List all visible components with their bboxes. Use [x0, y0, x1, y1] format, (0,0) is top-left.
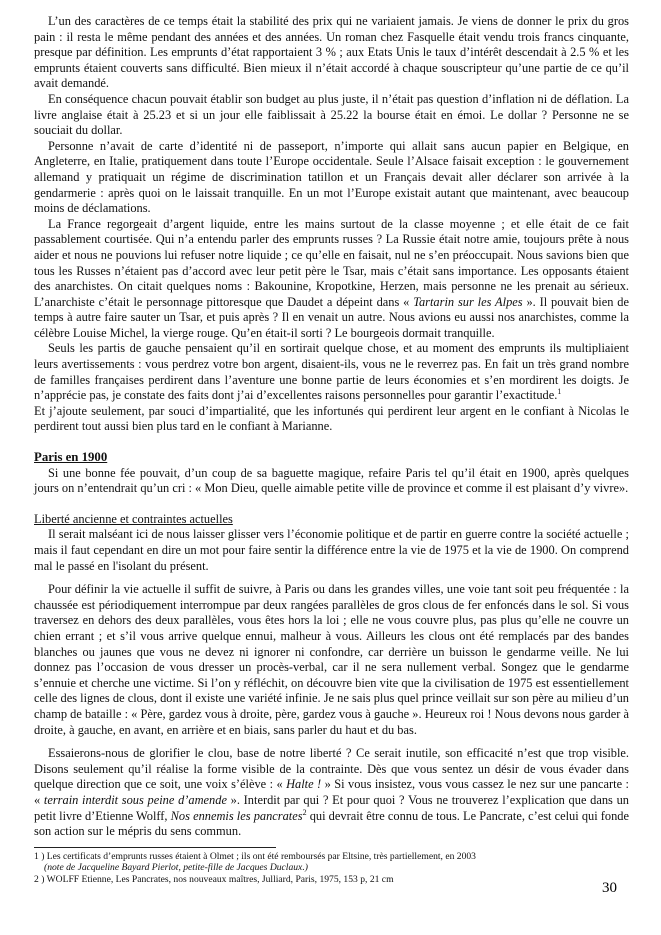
text-segment: Seuls les partis de gauche pensaient qu’il en sortirait quelque chose, et au moment des emprunts ils multipliaient leurs avertissements : vous perdrez votre bon argent, disaient-ils, vous ne le reverrez pas. En fait un très grand nombre de familles françaises perdirent dans l’aventure une bonne partie de leurs économies et s’en mordirent les doigts. Je n’apprécie pas, je constate des faits dont j’ai d’excellentes raisons personnelles pour garantir l’exactitude.	[34, 341, 629, 403]
paragraph-bonne-fee: Si une bonne fée pouvait, d’un coup de sa baguette magique, refaire Paris tel qu’il était en 1900, après quelques jours on n’entendrait qu’un cri : « Mon Dieu, quelle aimable petite ville de province et comme il est plaisant d’y vivre».	[34, 465, 629, 496]
text-segment: Essaierons-nous de glorifier le clou, base de notre liberté ? Ce serait inutile, son efficacité n’est que trop visible. Disons seulement qu’il réalise la forme visible de la contrainte. Dès que vous sentez un désir de vous évader dans quelque direction que ce soit, une voix s’élève : «	[34, 746, 629, 792]
section-heading-liberte: Liberté ancienne et contraintes actuelles	[34, 511, 233, 526]
spacer	[34, 497, 629, 512]
footnote-ref-1[interactable]: 1	[557, 387, 562, 397]
book-title-tartarin: Tartarin sur les Alpes	[413, 294, 523, 309]
paragraph-budget: En conséquence chacun pouvait établir son budget au plus juste, il n’était pas question d’inflation ni de déflation. La livre anglaise était à 25.23 et si un jour elle faiblissait à 25.22 la bourse était en émoi. Le dollar ? Personne ne se souciait du dollar.	[34, 91, 629, 138]
spacer	[34, 574, 629, 582]
quote-terrain-interdit: terrain interdit sous peine d’amende	[43, 792, 227, 807]
text-segment: qui devrait être connu de tous. Le Pancrate, c’est celui qui fonde son action sur le mépris du sens commun.	[34, 808, 629, 839]
book-title-pancrates: Nos ennemis les pancrates	[170, 808, 303, 823]
paragraph-emprunts-russes	[34, 217, 629, 342]
paragraph-prix: L’un des caractères de ce temps était la stabilité des prix qui ne variaient jamais. Je viens de donner le prix du gros pain : il resta le même pendant des années et des années. Un roman chez Fasquelle était vendu trois francs cinquante, presque par définition. Les emprunts d’état rapportaient 3 % ; aux Etats Unis le taux d’intérêt descendait à 2.5 % et les emprunts étaient couverts sans difficulté. Bien mieux il n’était accordé à chaque souscripteur qu’une partie de ce qu’il avait demandé.	[34, 14, 629, 91]
text-segment: » Si vous insistez, vous vous cassez le nez sur une pancarte : «	[34, 777, 629, 807]
paragraph-economie: Il serait malséant ici de nous laisser glisser vers l’économie politique et de partir en guerre contre la société actuelle ; mais il faut cependant en dire un mot pour faire sentir la différence entre la vie de 1975 et la vie de 1900. On comprend mal le passé en l'isolant du présent.	[34, 527, 629, 573]
document-page	[34, 14, 629, 885]
footnote-2: 2 ) WOLFF Etienne, Les Pancrates, nos nouveaux maîtres, Julliard, Paris, 1975, 153 p, 21 cm	[34, 873, 394, 885]
paragraph-pancrates	[34, 746, 629, 840]
paragraph-impartialite: Et j’ajoute seulement, par souci d’impartialité, que les infortunés qui perdirent leur argent en le confiant à Nicolas le perdirent tout aussi bien plus tard en le confiant à Marianne.	[34, 403, 629, 434]
section-heading-paris: Paris en 1900	[34, 450, 108, 465]
footnote-ref-2[interactable]: 2	[302, 807, 307, 817]
footnote-1-note: (note de Jacqueline Bayard Pierlot, petite-fille de Jacques Duclaux.)	[44, 862, 308, 874]
spacer	[34, 435, 629, 450]
footnote-1-text: 1 ) Les certificats d’emprunts russes étaient à Olmet ; ils ont été remboursés par Eltsine, très partiellement, en 2003	[34, 850, 476, 862]
page-number: 30	[602, 880, 617, 896]
footnote-divider	[34, 847, 276, 848]
footnote-1	[34, 851, 629, 874]
paragraph-clous: Pour définir la vie actuelle il suffit de suivre, à Paris ou dans les grandes villes, une voie tant soit peu fréquentée : la chaussée est périodiquement interrompue par deux rangées parallèles de gros clous de fer enfoncés dans le sol. Si vous traversez en dehors des deux parallèles, vous êtes hors la loi ; elle ne vous couvre plus, pas plus qu’elle ne couvre un chien errant ; et s’il vous arrive quelque ennui, malheur à vous. Ailleurs les clous ont été remplacés par des bandes blanches ou jaunes que vous ne devez ni ignorer ni confondre, car derrière un buisson le gendarme veille. Ne lui donnez pas l’occasion de vous dresser un procès-verbal, car il ne sera nullement verbal. Songez que le gendarme s’ennuie et cherche une victime. Si l’on y réfléchit, on découvre bien vite que la civilisation de 1975 est essentiellement celle des lignes de clous, dont il existe une variété infinie. Je ne sais plus quel prince veillait sur son père au milieu d’un champ de bataille : « Père, gardez vous à droite, père, gardez vous à gauche ». Heureux roi ! Nous devons nous garder à droite, à gauche, en avant, en arrière et en biais, sans parler du haut et du bas.	[34, 582, 629, 737]
spacer	[34, 738, 629, 746]
text-segment: ». Interdit par qui ? Et pour quoi ? Vous ne trouverez l’explication que dans un petit livre d’Etienne Wolff,	[34, 792, 629, 823]
text-segment: La France regorgeait d’argent liquide, entre les mains surtout de la classe moyenne ; et elle était de ce fait passablement courtisée. Qui n’a entendu parler des emprunts russes ? La Russie était notre amie, toujours prête à nous aider et nous ne pouvions lui refuser notre liquide ; ce qu’elle en faisait, nul ne s’en préoccupait. Nous savions bien que tous les Russes n’étaient pas d’accord avec leur petit père le Tsar, mais c’était sans importance. Les opposants étaient des anarchistes. On citait quelques noms : Bakounine, Kropotkine, Herzen, mais personne ne les prenait au sérieux. L’anarchiste c’était le personnage pittoresque que Daudet a dépeint dans «	[34, 216, 629, 309]
quote-halte: Halte !	[286, 777, 322, 792]
paragraph-passeport: Personne n’avait de carte d’identité ni de passeport, n’importe qui allait sans aucun papier en Belgique, en Angleterre, en Italie, pratiquement dans toute l’Europe occidentale. Seule l’Alsace faisait exception : le gouvernement allemand y pratiquait un régime de discrimination tatillon et un Français devait aller déclarer son arrivée à la gendarmerie : après quoi on le laissait tranquille. En un mot l’Europe existait autant que maintenant, avec beaucoup moins de déclamations.	[34, 138, 629, 216]
paragraph-gauche	[34, 341, 629, 403]
text-segment: ». Il pouvait bien de temps à autre faire sauter un Tsar, et puis après ? Il en venait un autre. Nous avions eu aussi nos anarchistes, comme la célèbre Louise Michel, la vierge rouge. Qu’en était-il sorti ? Le bourgeois dormait tranquille.	[34, 294, 629, 340]
